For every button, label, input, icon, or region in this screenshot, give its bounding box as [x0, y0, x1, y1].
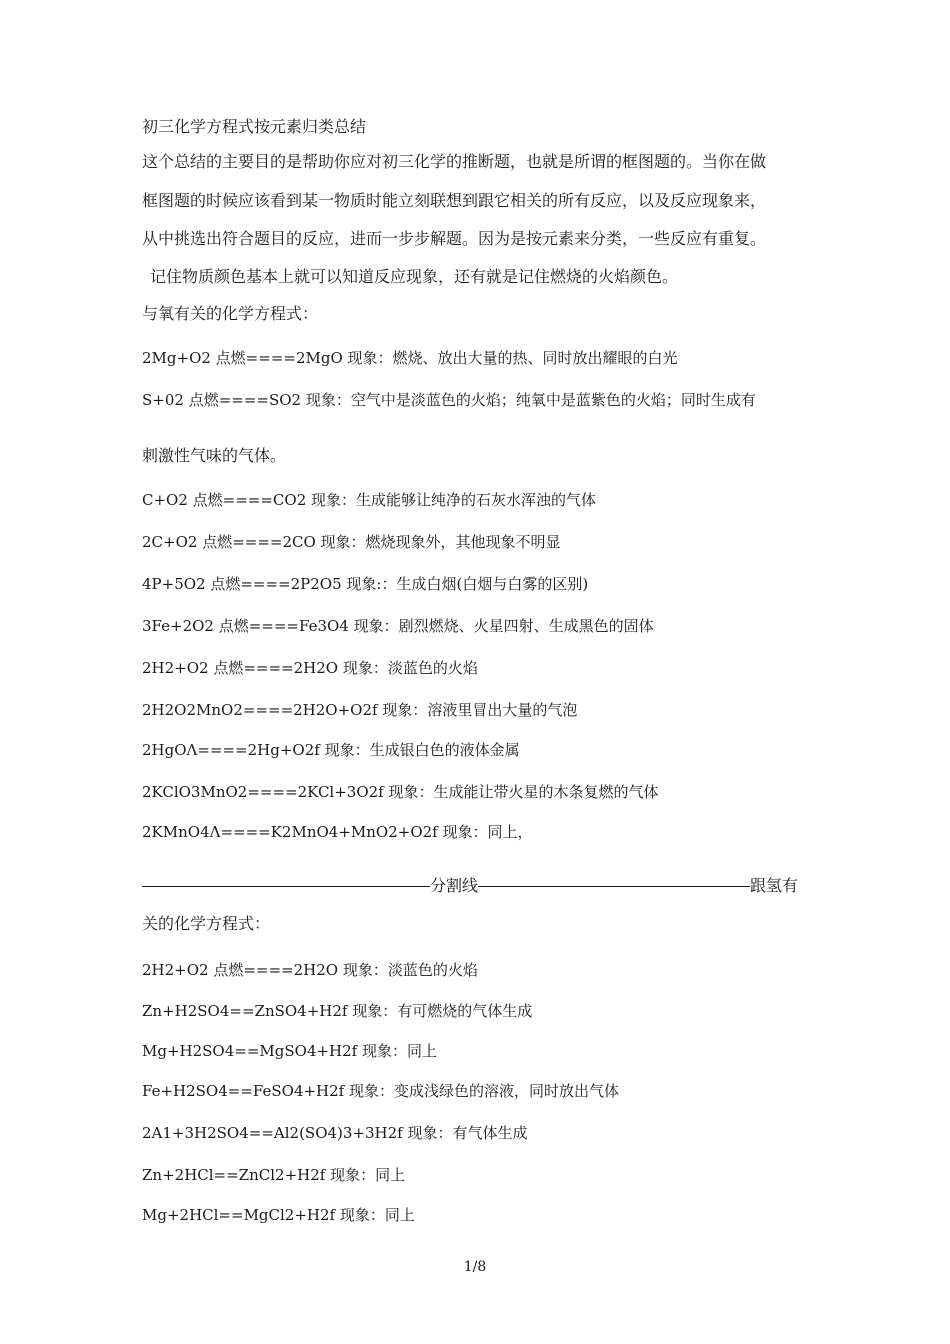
- oxygen-equation-2: S+02 点燃====SO2 现象：空气中是淡蓝色的火焰；纯氧中是蓝紫色的火焰；同时生成有: [142, 391, 756, 409]
- hydrogen-equation-2: Zn+H2SO4==ZnSO4+H2f 现象：有可燃烧的气体生成: [142, 1002, 533, 1020]
- divider-label: 分割线: [430, 876, 479, 895]
- intro-line-2: 框图题的时候应该看到某一物质时能立刻联想到跟它相关的所有反应，以及反应现象来，: [142, 191, 767, 210]
- document-title: 初三化学方程式按元素归类总结: [142, 117, 367, 136]
- oxygen-equation-7: 2H2+O2 点燃====2H2O 现象：淡蓝色的火焰: [142, 659, 478, 677]
- oxygen-equation-3: C+O2 点燃====CO2 现象：生成能够让纯净的石灰水浑浊的气体: [142, 491, 597, 509]
- intro-line-4: 记住物质颜色基本上就可以知道反应现象，还有就是记住燃烧的火焰颜色。: [150, 267, 679, 286]
- hydrogen-equation-6: Zn+2HCl==ZnCl2+H2f 现象：同上: [142, 1166, 406, 1184]
- oxygen-equation-9: 2HgOΛ====2Hg+O2f 现象：生成银白色的液体金属: [142, 741, 520, 759]
- hydrogen-equation-4: Fe+H2SO4==FeSO4+H2f 现象：变成浅绿色的溶液，同时放出气体: [142, 1082, 620, 1100]
- hydrogen-equation-5: 2A1+3H2SO4==Al2(SO4)3+3H2f 现象：有气体生成: [142, 1124, 528, 1142]
- intro-line-3: 从中挑选出符合题目的反应，进而一步步解题。因为是按元素来分类，一些反应有重复。: [142, 229, 767, 248]
- section-divider: [142, 876, 808, 896]
- oxygen-equation-1: 2Mg+O2 点燃====2MgO 现象：燃烧、放出大量的热、同时放出耀眼的白光: [142, 349, 678, 367]
- hydrogen-equation-7: Mg+2HCl==MgCl2+H2f 现象：同上: [142, 1206, 415, 1224]
- oxygen-equation-4: 2C+O2 点燃====2CO 现象：燃烧现象外，其他现象不明显: [142, 533, 561, 551]
- oxygen-equation-2-continued: 刺激性气味的气体。: [142, 446, 287, 465]
- divider-rule-left: [142, 886, 430, 887]
- oxygen-equation-10: 2KClO3MnO2====2KCl+3O2f 现象：生成能让带火星的木条复燃的气体: [142, 783, 659, 801]
- hydrogen-heading-start: 跟氢有: [750, 876, 799, 895]
- divider-rule-right: [478, 886, 750, 887]
- hydrogen-section-heading: 关的化学方程式：: [142, 914, 271, 933]
- oxygen-equation-6: 3Fe+2O2 点燃====Fe3O4 现象：剧烈燃烧、火星四射、生成黑色的固体: [142, 617, 654, 635]
- intro-line-1: 这个总结的主要目的是帮助你应对初三化学的推断题，也就是所谓的框图题的。当你在做: [142, 152, 767, 171]
- oxygen-equation-8: 2H2O2MnO2====2H2O+O2f 现象：溶液里冒出大量的气泡: [142, 701, 578, 719]
- hydrogen-equation-1: 2H2+O2 点燃====2H2O 现象：淡蓝色的火焰: [142, 961, 478, 979]
- oxygen-equation-11: 2KMnO4Λ====K2MnO4+MnO2+O2f 现象：同上，: [142, 823, 533, 841]
- oxygen-section-heading: 与氧有关的化学方程式：: [142, 304, 319, 323]
- hydrogen-equation-3: Mg+H2SO4==MgSO4+H2f 现象：同上: [142, 1042, 437, 1060]
- oxygen-equation-5: 4P+5O2 点燃====2P2O5 现象:：生成白烟(白烟与白雾的区别): [142, 575, 589, 593]
- page-number: 1/8: [463, 1259, 487, 1275]
